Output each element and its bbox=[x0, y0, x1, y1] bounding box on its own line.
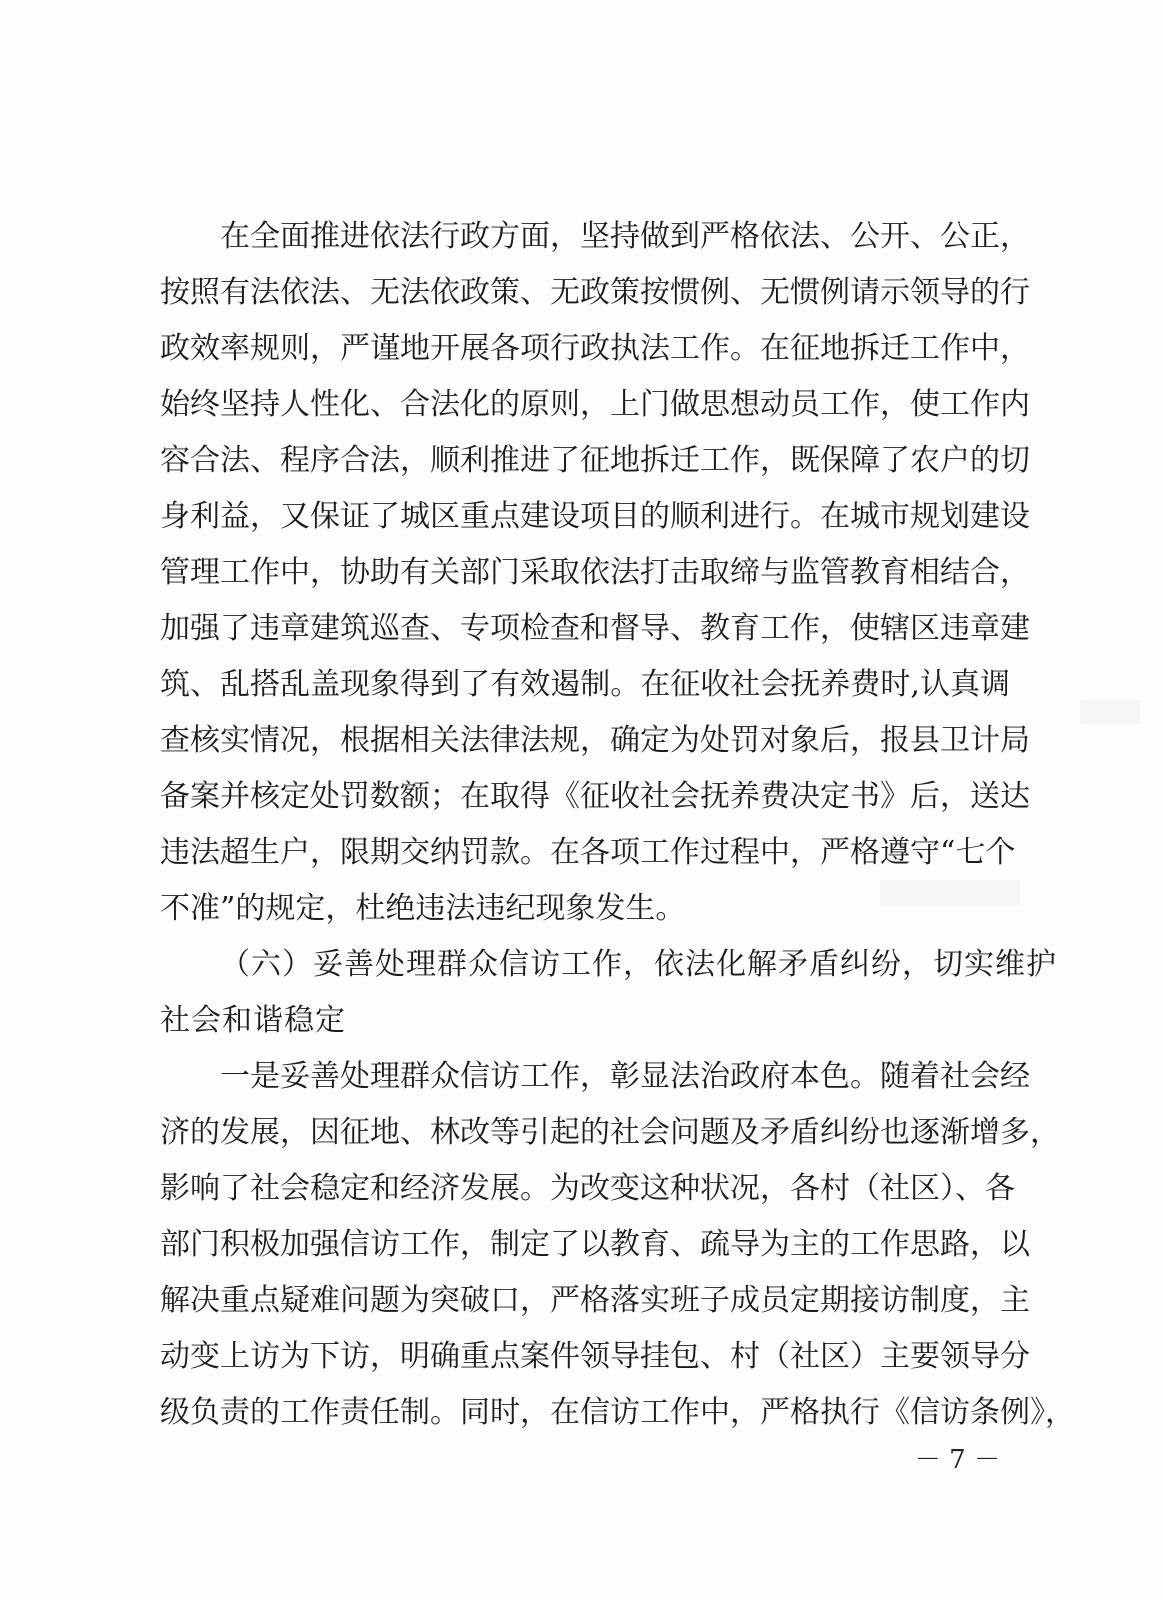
paragraph-line-18: 解决重点疑难问题为突破口，严格落实班子成员定期接访制度，主 bbox=[160, 1283, 1030, 1318]
paragraph-line-15: 济的发展，因征地、林改等引起的社会问题及矛盾纠纷也逐渐增多， bbox=[160, 1115, 1060, 1150]
paragraph-line-16: 影响了社会稳定和经济发展。为改变这种状况，各村（社区）、各 bbox=[160, 1171, 1015, 1206]
paragraph-line-2: 按照有法依法、无法依政策、无政策按惯例、无惯例请示领导的行 bbox=[160, 275, 1030, 310]
paragraph-line-1: 在全面推进依法行政方面，坚持做到严格依法、公开、公正， bbox=[220, 219, 1030, 254]
paragraph-line-13: 不准”的规定，杜绝违法违纪现象发生。 bbox=[160, 891, 686, 926]
paragraph-line-4: 始终坚持人性化、合法化的原则，上门做思想动员工作，使工作内 bbox=[160, 387, 1030, 422]
paragraph-line-3: 政效率规则，严谨地开展各项行政执法工作。在征地拆迁工作中， bbox=[160, 331, 1030, 366]
paragraph-line-9: 筑、乱搭乱盖现象得到了有效遏制。在征收社会抚养费时,认真调 bbox=[160, 667, 1010, 702]
paragraph-line-5: 容合法、程序合法，顺利推进了征地拆迁工作，既保障了农户的切 bbox=[160, 443, 1030, 478]
paragraph-line-10: 查核实情况，根据相关法律法规，确定为处罚对象后，报县卫计局 bbox=[160, 723, 1030, 758]
paragraph-line-7: 管理工作中，协助有关部门采取依法打击取缔与监管教育相结合， bbox=[160, 555, 1030, 590]
section-heading-line-1: （六）妥善处理群众信访工作，依法化解矛盾纠纷，切实维护 bbox=[220, 947, 1057, 982]
paragraph-line-20: 级负责的工作责任制。同时，在信访工作中，严格执行《信访条例》， bbox=[160, 1395, 1075, 1430]
section-heading-line-2: 社会和谐稳定 bbox=[160, 1003, 346, 1038]
paragraph-line-8: 加强了违章建筑巡查、专项检查和督导、教育工作，使辖区违章建 bbox=[160, 611, 1030, 646]
paragraph-line-11: 备案并核定处罚数额；在取得《征收社会抚养费决定书》后，送达 bbox=[160, 779, 1030, 814]
paragraph-line-19: 动变上访为下访，明确重点案件领导挂包、村（社区）主要领导分 bbox=[160, 1339, 1030, 1374]
paragraph-line-14: 一是妥善处理群众信访工作，彰显法治政府本色。随着社会经 bbox=[220, 1059, 1030, 1094]
bleed-through-mark bbox=[1080, 700, 1140, 724]
paragraph-line-17: 部门积极加强信访工作，制定了以教育、疏导为主的工作思路，以 bbox=[160, 1227, 1030, 1262]
paragraph-line-6: 身利益，又保证了城区重点建设项目的顺利进行。在城市规划建设 bbox=[160, 499, 1030, 534]
page-number: － 7 － bbox=[914, 1445, 1000, 1475]
paragraph-line-12: 违法超生户，限期交纳罚款。在各项工作过程中，严格遵守“七个 bbox=[160, 835, 1016, 870]
